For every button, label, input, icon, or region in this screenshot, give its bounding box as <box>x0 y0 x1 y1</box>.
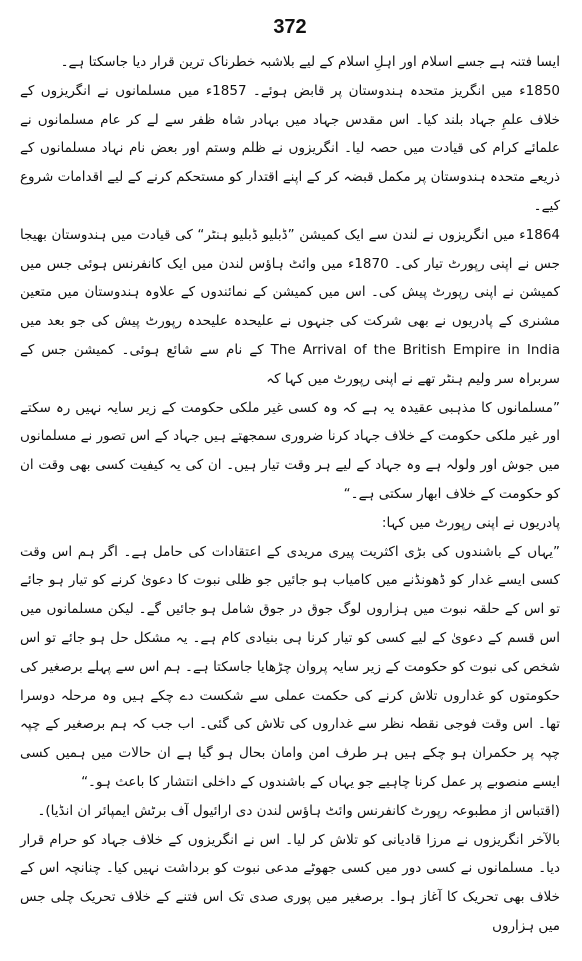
page-number: 372 <box>273 16 307 38</box>
paragraph-clergy-said: پادریوں نے اپنی رپورٹ میں کہا: <box>381 514 560 531</box>
quote-hunter-report: ”مسلمانوں کا مذہبی عقیدہ یہ ہے کہ وہ کسی غیر ملکی حکومت کے زیر سایہ نہیں رہ سکتے اور غیر ملکی حکومت کے خلاف جہاد کرنا ضروری سمجھتے ہیں جہاد کے اس تصور نے مسلمانوں میں جوش اور ولولہ ہے وہ جہاد کے لیے ہر وقت تیار ہیں۔ ان کی یہ کیفیت کسی بھی وقت ان کو حکومت کے خلاف ابھار سکتی ہے۔“ <box>20 399 560 502</box>
paragraph-conclusion: بالآخر انگریزوں نے مرزا قادیانی کو تلاش کر لیا۔ اس نے انگریزوں کے خلاف جہاد کو حرام قرار دیا۔ مسلمانوں نے کسی دور میں کسی جھوٹے مدعی نبوت کو برداشت نہیں کیا۔ چنانچہ اس کے خلاف بھی تحریک کا آغاز ہوا۔ برصغیر میں پوری صدی تک اس فتنے کے خلاف تحریک چلی جس میں ہزاروں <box>20 831 560 934</box>
quote-clergy-report: ”یہاں کے باشندوں کی بڑی اکثریت پیری مریدی کے اعتقادات کی حامل ہے۔ اگر ہم اس وقت کسی ایسے غدار کو ڈھونڈنے میں کامیاب ہو جائیں جو ظلی نبوت کا دعویٰ کرنے کو تیار ہو جائے تو اس کے حلقہ نبوت میں ہزاروں لوگ جوق در جوق شامل ہو جائیں گے۔ لیکن مسلمانوں میں اس قسم کے دعویٰ کے لیے کسی کو تیار کرنا ہی بنیادی کام ہے۔ یہ مشکل حل ہو جائے تو اس شخص کی نبوت کو حکومت کے زیر سایہ پروان چڑھایا جاسکتا ہے۔ ہم اس سے پہلے برصغیر کی حکومتوں کو غداروں تلاش کرنے کی حکمت عملی سے شکست دے چکے ہیں وہ مرحلہ دوسرا تھا۔ اس وقت فوجی نقطہ نظر سے غداروں کی تلاش کی گئی۔ اب جب کہ ہم برصغیر کے چپہ چپہ پر حکمران ہو چکے ہیں ہر طرف امن وامان بحال ہو گیا ہے ان حالات میں ہمیں کسی ایسے منصوبے پر عمل کرنا چاہیے جو یہاں کے باشندوں کے داخلی انتشار کا باعث ہو۔“ <box>20 543 560 790</box>
paragraph-1864-commission: 1864ء میں انگریزوں نے لندن سے ایک کمیشن ”ڈبلیو ڈبلیو ہنٹر“ کی قیادت میں ہندوستان بھیجا جس نے اپنی رپورٹ تیار کی۔ 1870ء میں وائٹ ہاؤس لندن میں ایک کانفرنس ہوئی جس میں کمیشن نے اپنی رپورٹ پیش کی۔ اس میں کمیشن کے نمائندوں کے علاوہ ہندوستان میں متعین مشنری کے پادریوں نے بھی شرکت کی جنہوں نے علیحدہ علیحدہ رپورٹ پیش کی جو بعد میں The Arrival of the British Empire in India کے نام سے شائع ہوئی۔ کمیشن جس کے سربراہ سر ولیم ہنٹر تھے نے اپنی رپورٹ میں کہا کہ <box>20 226 560 387</box>
paragraph-citation: (اقتباس از مطبوعہ رپورٹ کانفرنس وائٹ ہاؤس لندن دی ارائیول آف برٹش ایمپائر ان انڈیا)۔ <box>37 802 560 819</box>
page-body <box>20 48 560 941</box>
paragraph-intro: ایسا فتنہ ہے جسے اسلام اور اہلِ اسلام کے لیے بلاشبہ خطرناک ترین قرار دیا جاسکتا ہے۔ <box>60 54 560 70</box>
paragraph-1850-history: 1850ء میں انگریز متحدہ ہندوستان پر قابض ہوئے۔ 1857ء میں مسلمانوں نے انگریزوں کے خلاف علمِ جہاد بلند کیا۔ اس مقدس جہاد میں بہادر شاہ ظفر سے لے کر عام مسلمانوں نے علمائے کرام کی قیادت میں حصہ لیا۔ انگریزوں نے ظلم وستم اور بعض نام نہاد مسلمانوں کے ذریعے متحدہ ہندوستان پر مکمل قبضہ کر کے اپنے اقتدار کو مستحکم کرنے کے لیے اقدامات شروع کیے۔ <box>20 82 560 214</box>
